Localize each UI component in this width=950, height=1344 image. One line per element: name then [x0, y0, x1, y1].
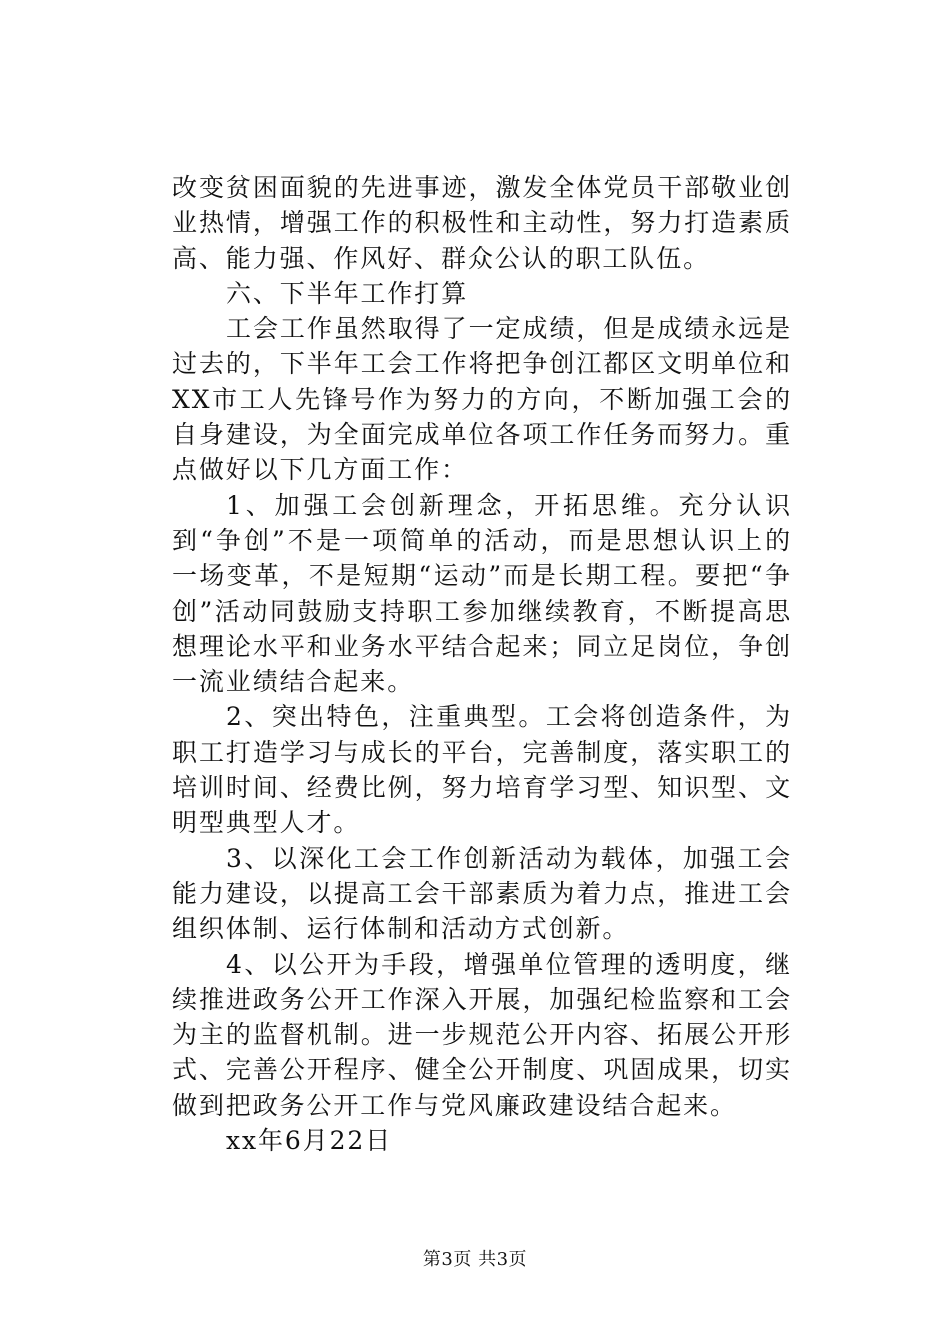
paragraph-continuation: 改变贫困面貌的先进事迹，激发全体党员干部敬业创业热情，增强工作的积极性和主动性，努力打造素质高、能力强、作风好、群众公认的职工队伍。 [172, 173, 792, 273]
paragraph-item-3: 3、以深化工会工作创新活动为载体，加强工会能力建设，以提高工会干部素质为着力点，推进工会组织体制、运行体制和活动方式创新。 [172, 843, 792, 944]
page-footer: 第3页 共3页 [422, 1249, 528, 1270]
section-heading: 六、下半年工作打算 [226, 278, 469, 308]
paragraph-item-2: 2、突出特色，注重典型。工会将创造条件，为职工打造学习与成长的平台，完善制度，落实职工的培训时间、经费比例，努力培育学习型、知识型、文明型典型人才。 [172, 702, 792, 838]
paragraph-item-1: 1、加强工会创新理念，开拓思维。充分认识到“争创”不是一项简单的活动，而是思想认识上的一场变革，不是短期“运动”而是长期工程。要把“争创”活动同鼓励支持职工参加继续教育，不断提高思想理论水平和业务水平结合起来；同立足岗位，争创一流业绩结合起来。 [172, 490, 792, 697]
paragraph-intro: 工会工作虽然取得了一定成绩，但是成绩永远是过去的，下半年工会工作将把争创江都区文明单位和XX市工人先锋号作为努力的方向，不断加强工会的自身建设，为全面完成单位各项工作任务而努力。重点做好以下几方面工作： [172, 314, 792, 485]
document-date: xx年6月22日 [226, 1126, 393, 1156]
paragraph-item-4: 4、以公开为手段，增强单位管理的透明度，继续推进政务公开工作深入开展，加强纪检监察和工会为主的监督机制。进一步规范公开内容、拓展公开形式、完善公开程序、健全公开制度、巩固成果，切实做到把政务公开工作与党风廉政建设结合起来。 [172, 949, 792, 1120]
document-body [172, 170, 792, 1158]
